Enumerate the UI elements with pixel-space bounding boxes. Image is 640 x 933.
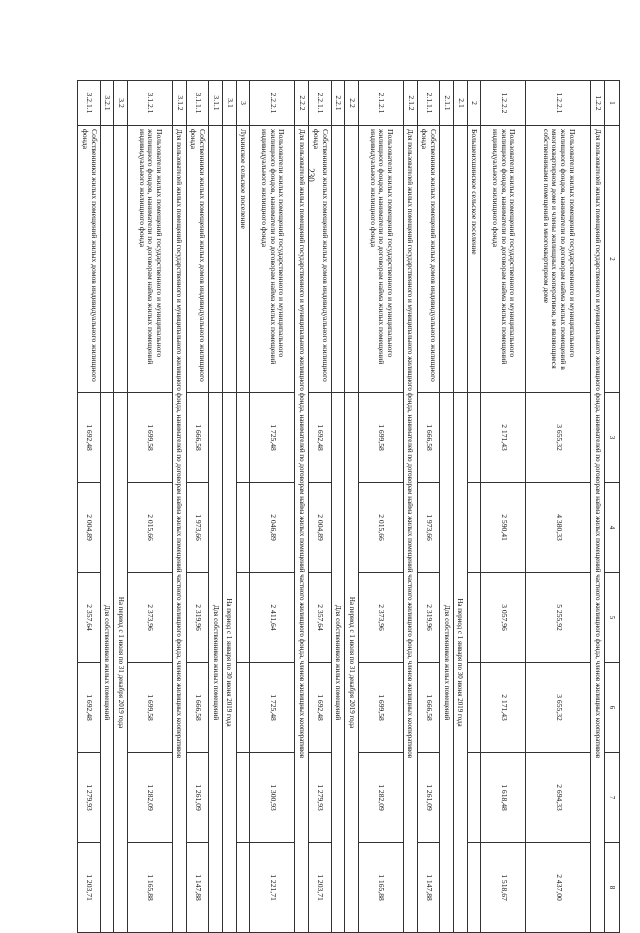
row-code: 3.1.2.1	[128, 81, 173, 126]
empty-cell	[467, 573, 481, 663]
tariff-value: 1 973,66	[417, 483, 439, 573]
row-name: Собственники жилых помещений жилых домов индивидуального жилищного фонда	[186, 126, 208, 393]
tariff-value: 1 518,67	[481, 843, 526, 933]
tariff-value: 1 618,48	[481, 753, 526, 843]
tariff-value: 3 655,32	[526, 393, 591, 483]
category-label: Для пользователей жилых помещений государственного и муниципального жилищного фонда, нанимателей по договорам найма жилых помещений частного жилищного фонда, членов жилищных кооперативов	[295, 126, 309, 933]
row-code: 2.1.1.1	[417, 81, 439, 126]
row-code: 2.1.1	[440, 81, 454, 126]
category-row	[295, 81, 309, 933]
empty-cell	[209, 126, 223, 393]
period-label: Для собственников жилых помещений	[209, 393, 223, 933]
row-name: Пользователи жилых помещений государственного и муниципального жилищного фондов, наниматели по договорам найма жилых помещений индивидуального жилищного фонда	[250, 126, 295, 393]
period-row	[453, 81, 467, 933]
tariff-value: 1 666,58	[186, 663, 208, 753]
row-code: 2.2.1.1	[309, 81, 331, 126]
row-code: 1.2.2.2	[481, 81, 526, 126]
period-label: На период с 1 января по 30 июня 2019 года	[222, 393, 236, 933]
period-label: На период с 1 января по 30 июня 2019 года	[453, 393, 467, 933]
row-name: Пользователи жилых помещений государственного и муниципального жилищного фондов, наниматели по договорам найма жилых помещений индивидуального жилищного фонда	[481, 126, 526, 393]
column-number: 2	[605, 126, 620, 393]
row-name: Собственники жилых помещений жилых домов индивидуального жилищного фонда	[417, 126, 439, 393]
row-code: 2.2	[345, 81, 359, 126]
tariff-row	[128, 81, 173, 933]
column-number-row	[605, 81, 620, 933]
empty-cell	[236, 483, 250, 573]
row-code: 3.1.1.1	[186, 81, 208, 126]
tariff-value: 1 203,71	[78, 843, 100, 933]
row-code: 3.2	[114, 81, 128, 126]
page-number: 230	[305, 168, 316, 182]
empty-cell	[236, 663, 250, 753]
tariff-value: 1 725,48	[250, 663, 295, 753]
row-code: 3.2.1.1	[78, 81, 100, 126]
tariff-value: 2 046,89	[250, 483, 295, 573]
category-row	[591, 81, 605, 933]
period-row	[440, 81, 454, 933]
settlement-name: Лукинское сельское поселение	[236, 126, 250, 393]
tariff-value: 2 694,33	[526, 753, 591, 843]
row-code: 2.2.2.1	[250, 81, 295, 126]
column-number: 5	[605, 573, 620, 663]
tariff-value: 1 973,66	[186, 483, 208, 573]
row-code: 2.1.2	[403, 81, 417, 126]
empty-cell	[236, 393, 250, 483]
tariff-value: 1 165,88	[128, 843, 173, 933]
tariff-value: 2 015,66	[128, 483, 173, 573]
period-row	[209, 81, 223, 933]
tariff-row	[186, 81, 208, 933]
tariff-value: 1 692,48	[309, 663, 331, 753]
row-code: 3.1.2	[173, 81, 187, 126]
row-code: 2.1.2.1	[358, 81, 403, 126]
row-code: 3.1.1	[209, 81, 223, 126]
settlement-section-row	[236, 81, 250, 933]
tariff-value: 2 015,66	[358, 483, 403, 573]
empty-cell	[236, 573, 250, 663]
period-row	[345, 81, 359, 933]
empty-cell	[222, 126, 236, 393]
tariff-table-body	[78, 81, 620, 933]
column-number: 3	[605, 393, 620, 483]
period-label: Для собственников жилых помещений	[331, 393, 345, 933]
row-name: Пользователи жилых помещений государственного и муниципального жилищного фондов, наниматели по договорам найма жилых помещений индивидуального жилищного фонда	[128, 126, 173, 393]
tariff-value: 4 380,33	[526, 483, 591, 573]
period-label: На период с 1 июля по 31 декабря 2019 года	[345, 393, 359, 933]
empty-cell	[114, 126, 128, 393]
tariff-value: 3 655,32	[526, 663, 591, 753]
tariff-value: 1 666,58	[417, 393, 439, 483]
tariff-value: 1 692,48	[78, 393, 100, 483]
tariff-value: 1 147,88	[186, 843, 208, 933]
tariff-value: 2 590,41	[481, 483, 526, 573]
category-label: Для пользователей жилых помещений государственного и муниципального жилищного фонда, нанимателей по договорам найма жилых помещений частного жилищного фонда, членов жилищных кооперативов	[173, 126, 187, 933]
row-name: Пользователи жилых помещений государственного и муниципального жилищного фондов, наниматели по договорам найма жилых помещений в многоквартирном доме и члены жилищных кооперативов, не являющиеся собственниками помещений в многоквартирном доме	[526, 126, 591, 393]
tariff-value: 1 699,58	[128, 393, 173, 483]
empty-cell	[345, 126, 359, 393]
period-label: Для собственников жилых помещений	[440, 393, 454, 933]
tariff-value: 1 279,93	[309, 753, 331, 843]
column-number: 7	[605, 753, 620, 843]
row-name: Собственники жилых помещений жилых домов индивидуального жилищного фонда	[309, 126, 331, 393]
empty-cell	[467, 843, 481, 933]
category-row	[173, 81, 187, 933]
row-code: 3.2.1	[100, 81, 114, 126]
tariff-value: 2 004,89	[78, 483, 100, 573]
empty-cell	[467, 483, 481, 573]
category-row	[403, 81, 417, 933]
tariff-value: 2 373,96	[358, 573, 403, 663]
tariff-value: 2 411,64	[250, 573, 295, 663]
row-code: 1.2.2.1	[526, 81, 591, 126]
row-code: 2	[467, 81, 481, 126]
tariff-value: 1 203,71	[309, 843, 331, 933]
row-name: Собственники жилых помещений жилых домов индивидуального жилищного фонда	[78, 126, 100, 393]
tariff-value: 2 437,00	[526, 843, 591, 933]
row-code: 2.2.2	[295, 81, 309, 126]
tariff-value: 2 004,89	[309, 483, 331, 573]
tariff-value: 2 373,96	[128, 573, 173, 663]
tariff-table	[77, 80, 620, 933]
tariff-row	[481, 81, 526, 933]
tariff-value: 1 692,48	[78, 663, 100, 753]
tariff-value: 1 282,09	[358, 753, 403, 843]
column-number: 6	[605, 663, 620, 753]
tariff-value: 2 357,64	[78, 573, 100, 663]
period-row	[331, 81, 345, 933]
tariff-row	[78, 81, 100, 933]
period-row	[114, 81, 128, 933]
period-label: Для собственников жилых помещений	[100, 393, 114, 933]
tariff-value: 1 147,88	[417, 843, 439, 933]
period-row	[100, 81, 114, 933]
column-number: 4	[605, 483, 620, 573]
tariff-value: 3 057,96	[481, 573, 526, 663]
period-label: На период с 1 июля по 31 декабря 2019 года	[114, 393, 128, 933]
column-number: 8	[605, 843, 620, 933]
category-label: Для пользователей жилых помещений государственного и муниципального жилищного фонда, нанимателей по договорам найма жилых помещений частного жилищного фонда, членов жилищных кооперативов	[591, 126, 605, 933]
empty-cell	[236, 753, 250, 843]
tariff-row	[417, 81, 439, 933]
tariff-value: 1 725,48	[250, 393, 295, 483]
tariff-value: 5 255,92	[526, 573, 591, 663]
tariff-row	[526, 81, 591, 933]
row-code: 2.2.1	[331, 81, 345, 126]
row-code: 3.1	[222, 81, 236, 126]
tariff-value: 1 261,09	[417, 753, 439, 843]
tariff-value: 1 279,93	[78, 753, 100, 843]
empty-cell	[331, 126, 345, 393]
empty-cell	[453, 126, 467, 393]
tariff-value: 1 666,58	[417, 663, 439, 753]
empty-cell	[467, 753, 481, 843]
row-name: Пользователи жилых помещений государственного и муниципального жилищного фондов, наниматели по договорам найма жилых помещений индивидуального жилищного фонда	[358, 126, 403, 393]
tariff-row	[358, 81, 403, 933]
settlement-section-row	[467, 81, 481, 933]
tariff-value: 1 165,88	[358, 843, 403, 933]
tariff-value: 1 692,48	[309, 393, 331, 483]
tariff-value: 1 699,58	[128, 663, 173, 753]
tariff-value: 1 261,09	[186, 753, 208, 843]
column-number: 1	[605, 81, 620, 126]
tariff-value: 1 699,58	[358, 663, 403, 753]
tariff-row	[250, 81, 295, 933]
tariff-row	[309, 81, 331, 933]
tariff-value: 1 300,93	[250, 753, 295, 843]
tariff-value: 2 319,96	[417, 573, 439, 663]
tariff-value: 2 319,96	[186, 573, 208, 663]
row-code: 1.2.2	[591, 81, 605, 126]
settlement-name: Большеихшинское сельское поселение	[467, 126, 481, 393]
tariff-value: 1 221,71	[250, 843, 295, 933]
row-code: 3	[236, 81, 250, 126]
empty-cell	[440, 126, 454, 393]
tariff-value: 2 171,43	[481, 393, 526, 483]
table-viewport	[80, 80, 620, 910]
tariff-value: 2 171,43	[481, 663, 526, 753]
tariff-value: 2 357,64	[309, 573, 331, 663]
empty-cell	[100, 126, 114, 393]
period-row	[222, 81, 236, 933]
empty-cell	[467, 393, 481, 483]
empty-cell	[236, 843, 250, 933]
tariff-value: 1 666,58	[186, 393, 208, 483]
tariff-value: 1 699,58	[358, 393, 403, 483]
empty-cell	[467, 663, 481, 753]
category-label: Для пользователей жилых помещений государственного и муниципального жилищного фонда, нанимателей по договорам найма жилых помещений частного жилищного фонда, членов жилищных кооперативов	[403, 126, 417, 933]
row-code: 2.1	[453, 81, 467, 126]
rotated-table-container	[80, 80, 620, 901]
tariff-value: 1 282,09	[128, 753, 173, 843]
